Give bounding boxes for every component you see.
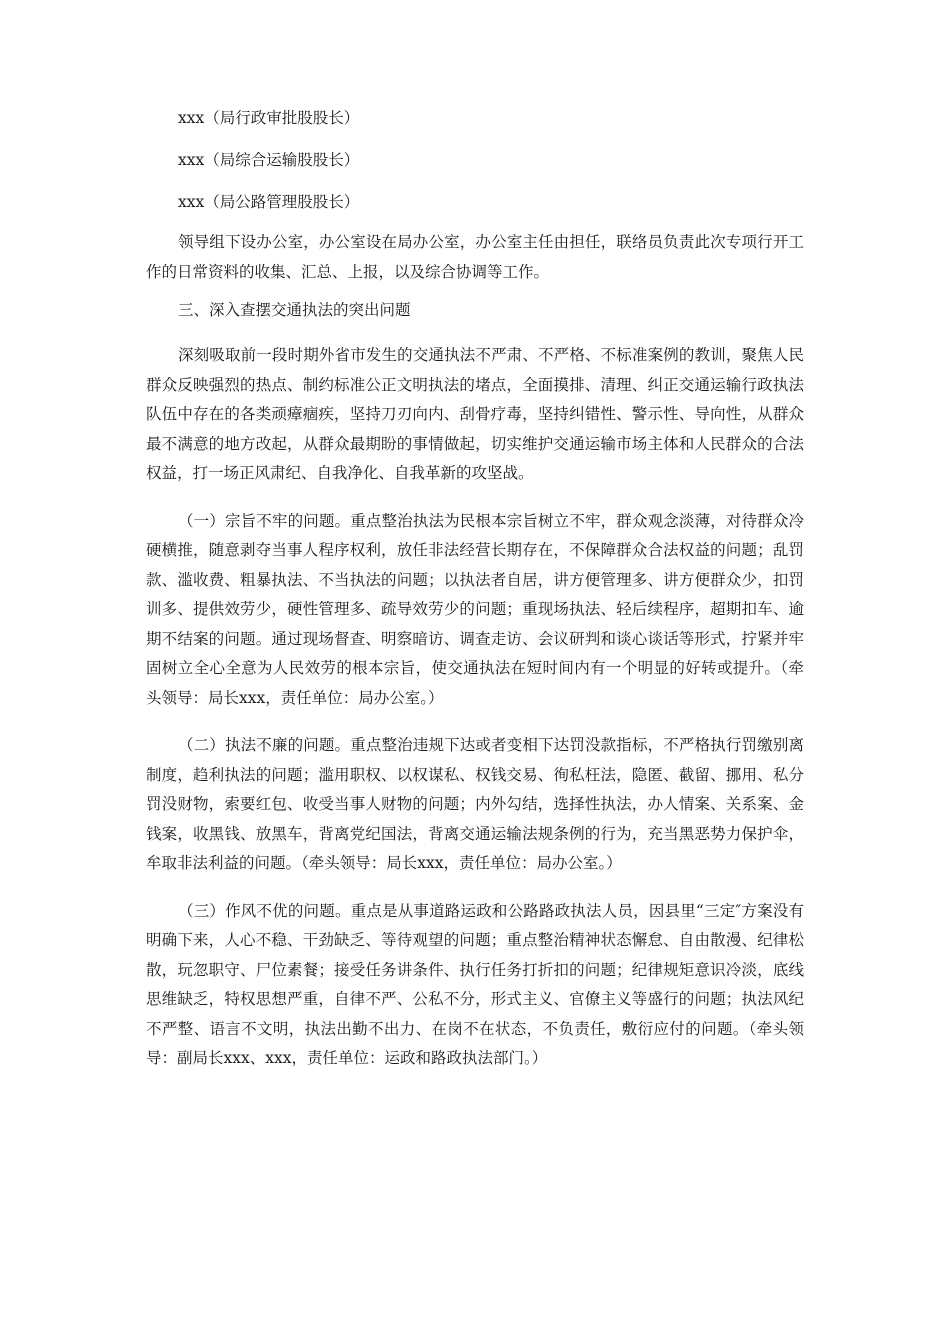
member-line-1: xxx（局行政审批股股长）: [178, 109, 360, 127]
problem-item-2: （二）执法不廉的问题。重点整治违规下达或者变相下达罚没款指标，不严格执行罚缴别离制度，趋利执法的问题；滥用职权、以权谋私、权钱交易、徇私枉法，隐匿、截留、挪用、私分罚没财物，索要红包、收受当事人财物的问题；内外勾结，选择性执法，办人情案、关系案、金钱案，收黑钱、放黑车，背离党纪国法，背离交通运输法规条例的行为，充当黑恶势力保护伞，牟取非法利益的问题。（牵头领导：局长xxx，责任单位：局办公室。）: [146, 736, 804, 872]
office-paragraph: 领导组下设办公室，办公室设在局办公室，办公室主任由担任，联络员负责此次专项行开工作的日常资料的收集、汇总、上报，以及综合协调等工作。: [146, 233, 804, 281]
document-body: [146, 108, 804, 1088]
member-line-3: xxx（局公路管理股股长）: [178, 193, 360, 211]
intro-paragraph: 深刻吸取前一段时期外省市发生的交通执法不严肃、不严格、不标准案例的教训，聚焦人民群众反映强烈的热点、制约标准公正文明执法的堵点，全面摸排、清理、纠正交通运输行政执法队伍中存在的各类顽瘴痼疾，坚持刀刃向内、刮骨疗毒，坚持纠错性、警示性、导向性，从群众最不满意的地方改起，从群众最期盼的事情做起，切实维护交通运输市场主体和人民群众的合法权益，打一场正风肃纪、自我净化、自我革新的攻坚战。: [146, 346, 804, 482]
section-heading: 三、深入查摆交通执法的突出问题: [178, 301, 411, 319]
member-line-2: xxx（局综合运输股股长）: [178, 151, 360, 169]
problem-item-3: （三）作风不优的问题。重点是从事道路运政和公路路政执法人员，因县里“三定″方案没有明确下来，人心不稳、干劲缺乏、等待观望的问题；重点整治精神状态懈怠、自由散漫、纪律松散，玩忽职守、尸位素餐；接受任务讲条件、执行任务打折扣的问题；纪律规矩意识冷淡，底线思维缺乏，特权思想严重，自律不严、公私不分，形式主义、官僚主义等盛行的问题；执法风纪不严整、语言不文明，执法出勤不出力、在岗不在状态，不负责任，敷衍应付的问题。（牵头领导：副局长xxx、xxx，责任单位：运政和路政执法部门。）: [146, 901, 804, 1067]
problem-item-1: （一）宗旨不牢的问题。重点整治执法为民根本宗旨树立不牢，群众观念淡薄，对待群众冷硬横推，随意剥夺当事人程序权利，放任非法经营长期存在，不保障群众合法权益的问题；乱罚款、滥收费、粗暴执法、不当执法的问题；以执法者自居，讲方便管理多、讲方便群众少，扣罚训多、提供效劳少，硬性管理多、疏导效劳少的问题；重现场执法、轻后续程序，超期扣车、逾期不结案的问题。通过现场督查、明察暗访、调查走访、会议研判和谈心谈话等形式，拧紧并牢固树立全心全意为人民效劳的根本宗旨，使交通执法在短时间内有一个明显的好转或提升。（牵头领导：局长xxx，责任单位：局办公室。）: [146, 511, 804, 707]
